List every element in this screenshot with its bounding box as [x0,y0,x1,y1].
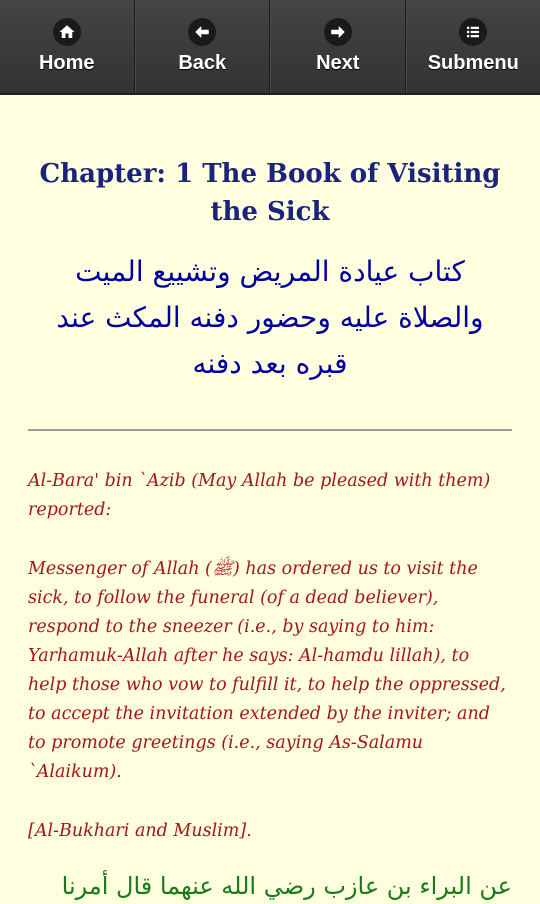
list-icon [459,18,487,46]
divider [28,429,512,431]
back-label: Back [178,52,226,75]
arabic-hadith-text: عن البراء بن عازب رضي الله عنهما قال أمرنا [28,868,512,904]
submenu-button[interactable] [406,0,540,93]
home-button[interactable] [0,0,135,93]
hadith-narrator: Al-Bara' bin `Azib (May Allah be pleased with them) reported: [28,467,512,525]
arrow-left-icon [188,18,216,46]
next-button[interactable] [270,0,406,93]
chapter-title: Chapter: 1 The Book of Visiting the Sick [28,155,512,231]
home-icon [53,18,81,46]
arabic-chapter-title: كتاب عيادة المريض وتشييع الميت والصلاة عليه وحضور دفنه المكث عند قبره بعد دفنه [28,249,512,387]
home-label: Home [39,52,95,75]
submenu-label: Submenu [428,52,519,75]
back-button[interactable] [135,0,271,93]
arrow-right-icon [324,18,352,46]
hadith-text: Messenger of Allah (ﷺ) has ordered us to visit the sick, to follow the funeral (of a dead believer), respond to the sneezer (i.e., by saying to him: Yarhamuk-Allah after he says: Al-hamdu lillah), to help those who vow to fulfill it, to help the oppressed, to accept the invitation extended by the inviter; and to promote greetings (i.e., saying As-Salamu `Alaikum). [28,555,512,787]
hadith-source: [Al-Bukhari and Muslim]. [28,817,512,846]
chapter-content [0,155,540,904]
next-label: Next [316,52,359,75]
top-navbar [0,0,540,95]
